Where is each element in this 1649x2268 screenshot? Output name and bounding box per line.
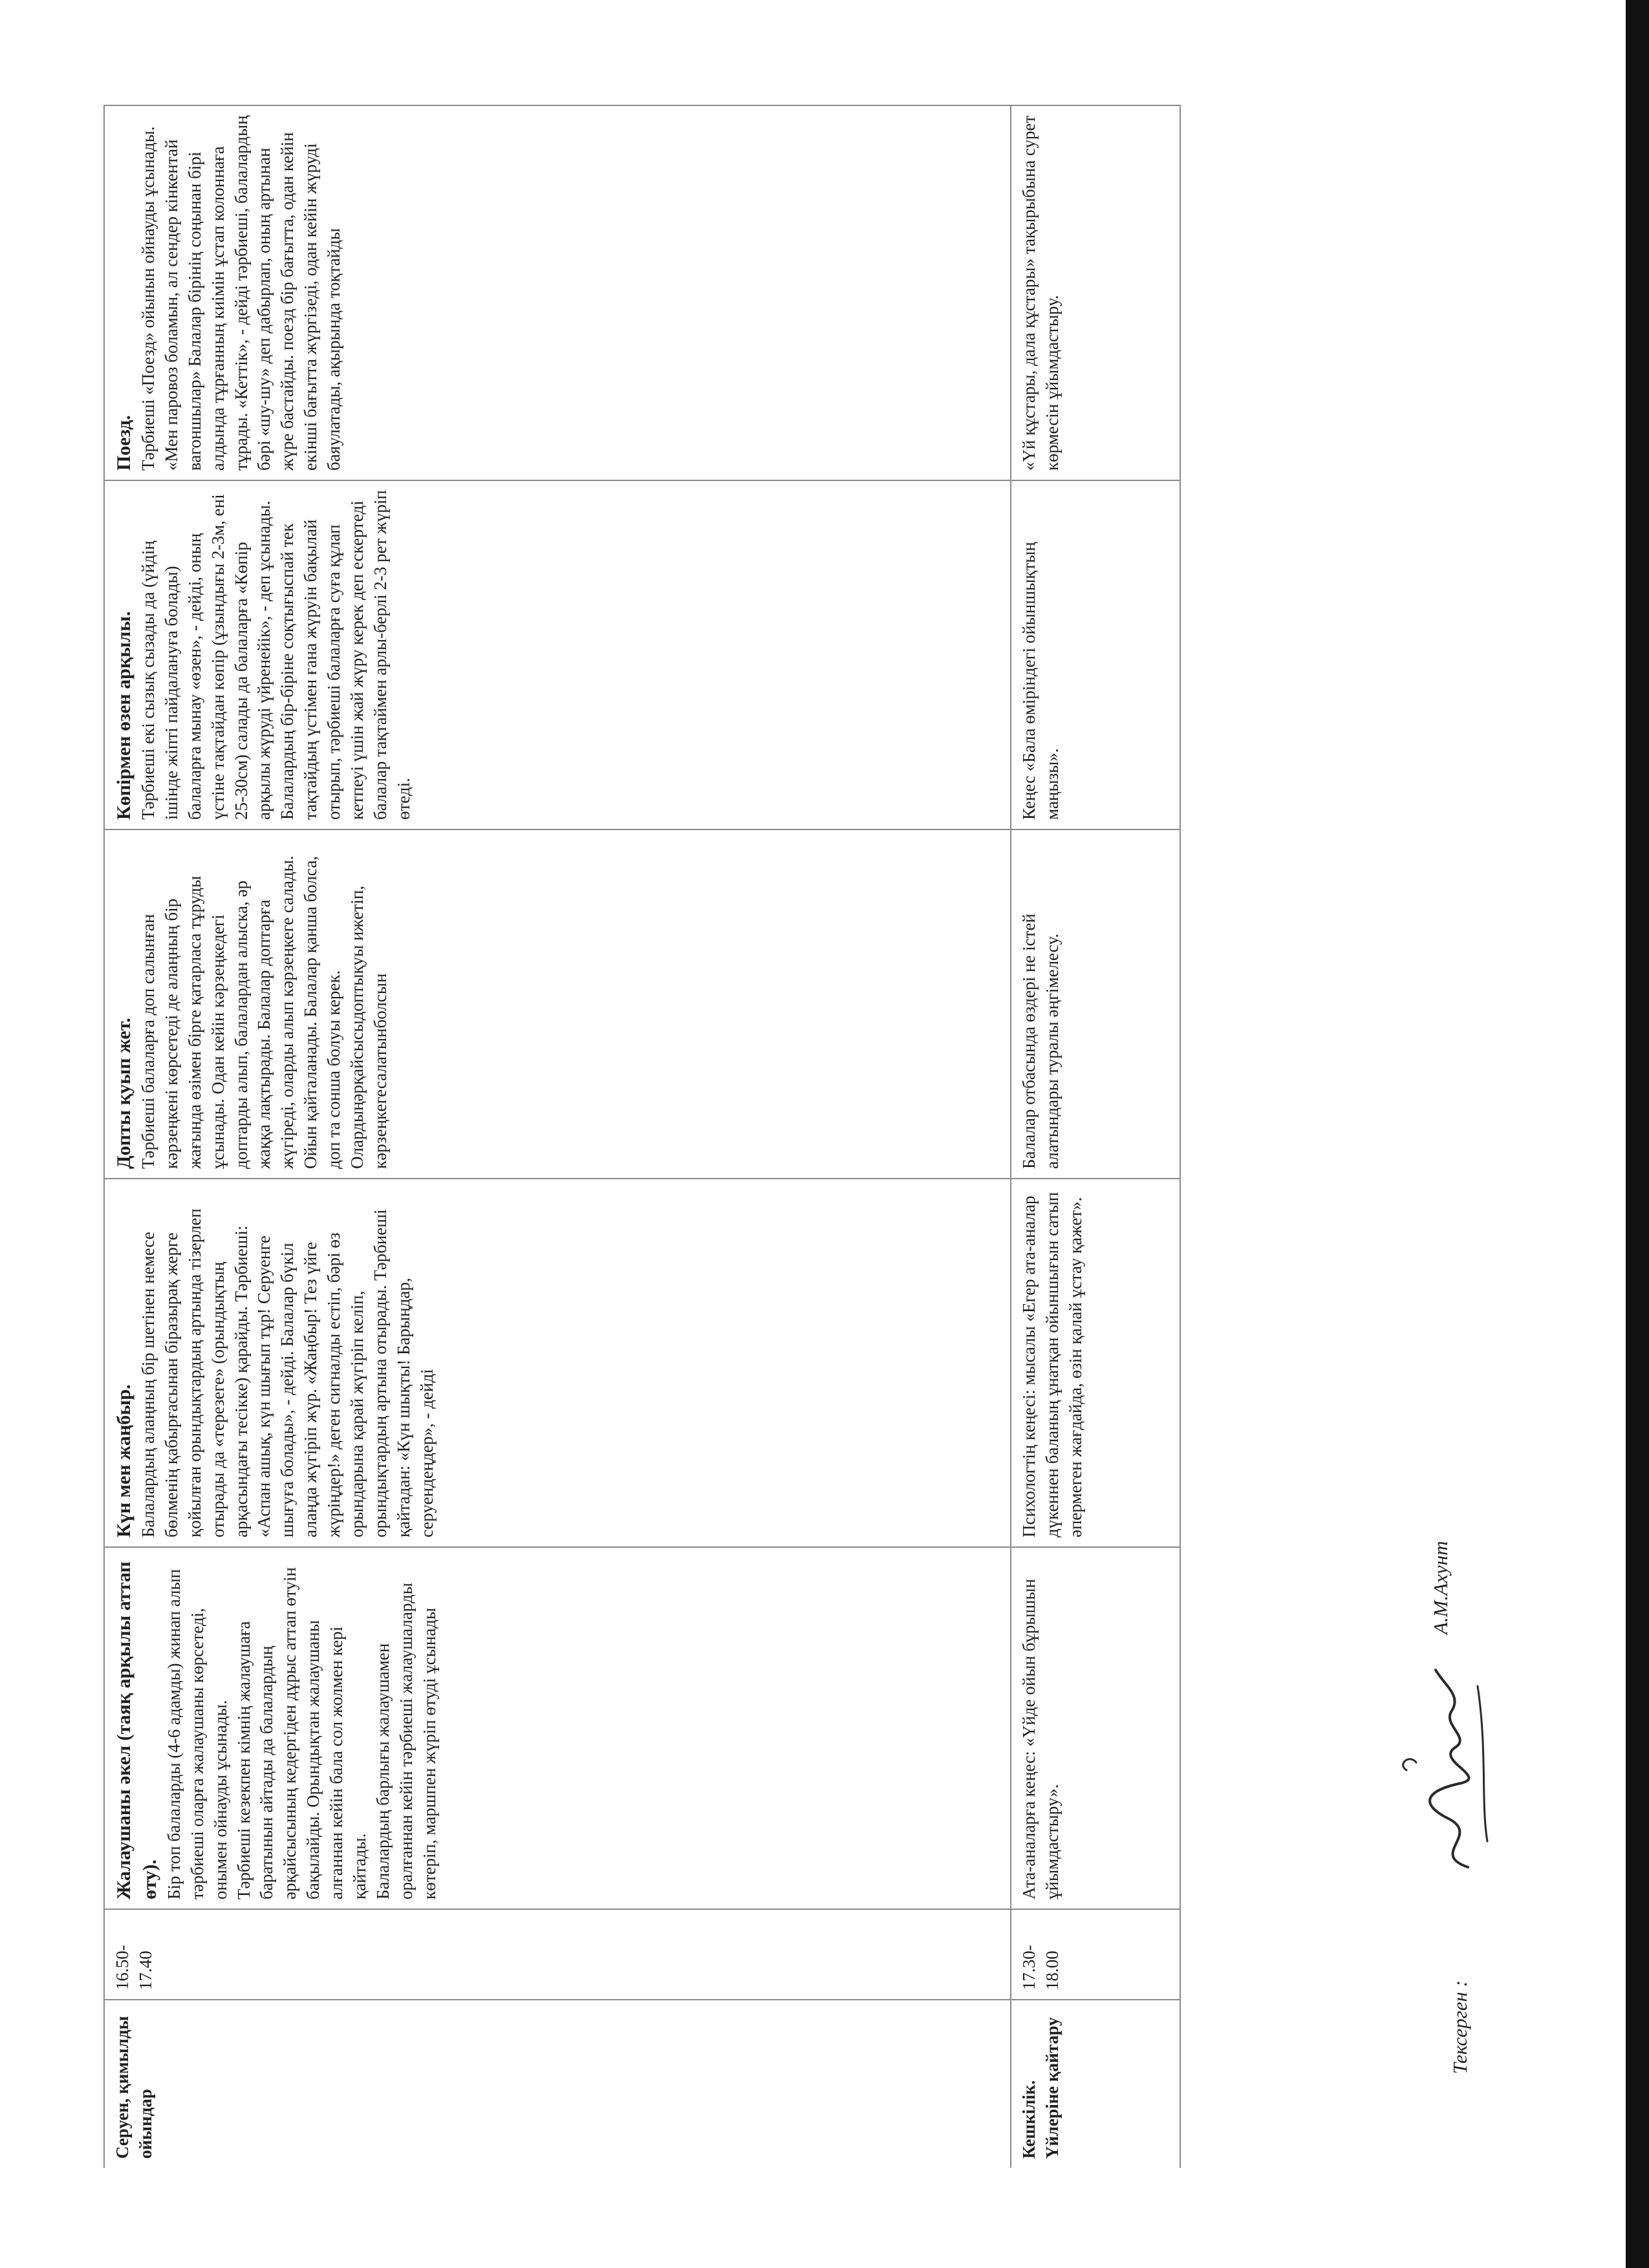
section-label: Серуен, қимылды ойындар — [104, 2000, 1011, 2168]
activity-cell — [104, 1179, 1011, 1547]
signature-block — [1390, 1234, 1520, 2074]
activity-title: Көпірмен өзен арқылы. — [113, 611, 135, 820]
activity-cell — [1011, 480, 1180, 829]
activity-text: Бір топ балаларды (4-6 адамды) жинап алып тәрбиеші оларға жалаушаны көрсетеді, онымен ойнауды ұсынады. Тәрбиеші кезекпен кімнің жалаушаға баратынын айтады да балалардың әрқайсысының кедергіден дұрыс аттап өтуін бақылайды. Орындықтан жалаушаны алғаннан кейін бала сол жолмен кері қайтады. Балалардың барлығы жалаушамен оралғаннан кейін тәрбиеші жалаушаларды көтеріп, маршпен жүріп өтуді ұсынады — [164, 1567, 439, 1899]
activity-text: Тәрбиеші екі сызық сызады да (үйдің ішінде жіпті пайдалануға болады) балаларға мынау «өзен», - дейді, оның үстіне тақтайдан көпір (ұзындығы 2-3м, ені 25-30см) салады да балаларға «Көпір арқылы жүруді үйренейік», - деп ұсынады. Балалардың бір-біріне соқтығыспай тек тақтайдың үстімен ғана жүруін бақылай отырып, тәрбиеші балаларға суға құлап кетпеуі үшін жай жүру керек деп ескертеді балалар тақтаймен арлы-берлі 2-3 рет жүріп өтеді. — [138, 486, 413, 820]
signature-label: Тексерген : — [1449, 1980, 1471, 2074]
activity-text: Психологтің кеңесі: мысалы «Егер ата-аналар дүкеннен баланың ұнатқан ойыншығын сатып әпермеген жағдайда, өзін қалай ұстау қажет». — [1019, 1188, 1085, 1537]
handwritten-signature — [1390, 1660, 1500, 1880]
activity-text: Балалар отбасында өздері не істей алатындары туралы әңгімелесу. — [1019, 909, 1062, 1169]
activity-cell — [1011, 829, 1180, 1179]
activity-cell — [1011, 105, 1180, 480]
table-row — [104, 105, 1011, 2168]
time-range: 16.50-17.40 — [104, 1909, 1011, 2000]
activity-cell — [104, 829, 1011, 1179]
activity-title: Допты қуып жет. — [113, 1018, 135, 1169]
activity-text: Кеңес «Бала өміріндегі ойыншықтың маңызы». — [1019, 537, 1062, 820]
activity-title: Жалаушаны әкел (таяқ арқылы аттап өту). — [113, 1561, 160, 1899]
activity-cell — [1011, 1547, 1180, 1909]
activity-title: Күн мен жаңбыр. — [113, 1384, 135, 1537]
activity-cell — [104, 480, 1011, 829]
activity-cell — [104, 1547, 1011, 1909]
activity-cell — [1011, 1179, 1180, 1547]
activity-text: Тәрбиеші балаларға доп салынған кәрзеңкені көрсетеді де алаңның бір жағында өзімен бірге қатарласа тұруды ұсынады. Одан кейін кәрзеңкедегі доптарды алып, балалардан алыска, әр жаққа лақтырады. Балалар доптарға жүгіреді, оларды алып кәрзеңкеге салады. Ойын қайталанады. Балалар қанша болса, доп та сонша болуы керек. Олардыңәрқайсысыдоптықуы ижетіп, кәрзеңкегесалатынболсын — [138, 855, 390, 1169]
signature-name: А.М.Ахунт — [1429, 1541, 1452, 1634]
activity-text: Тәрбиеші «Поезд» ойынын ойнауды ұсынады. «Мен паровоз боламын, ал сендер кінкентай вагоншылар» Балалар бірінің соңынан бірі алдында тұрғанның киімін ұстап колоннаға тұрады. «Кеттік», - дейді тәрбиеші, балалардың бәрі «шу-шу» деп дабырлап, оның артынан жүре бастайды. поезд бір бағытта, одан кейін екінші бағытта жүргізеді, одан кейін жүруді баяулатады, ақырында тоқтайды — [138, 111, 344, 471]
activity-text: Балалардың алаңның бір шетінен немесе бөлменің қабырғасынан біразырақ жерге қойылған орындықтардың артында тізерлеп отырады да «терезеге» (орындықтың арқасындағы тесікке) қарайды. Тәрбиеші: «Аспан ашық, күн шығып тұр! Серуенге шығуға болады», - дейді. Балалар бүкіл алаңда жүгіріп жүр. «Жаңбыр! Тез үйге жүріңдер!» деген сигналды естіп, бәрі өз орындарына қарай жүгіріп келіп, орындықтардың артына отырады. Тәрбиеші қайтадан: «Күн шықты! Барыңдар, серуендеңдер», - дейді — [138, 1204, 436, 1537]
activity-title: Поезд. — [113, 415, 135, 471]
activity-cell — [104, 105, 1011, 480]
time-range: 17.30-18.00 — [1011, 1909, 1180, 2000]
daily-plan-table — [103, 105, 1181, 2168]
activity-text: «Үй құстары, дала құстары» тақырыбына сурет көрмесін ұйымдастыру. — [1019, 111, 1062, 471]
activity-text: Ата-аналарға кеңес: «Үйде ойын бұрышын ұйымдастыру». — [1019, 1574, 1062, 1899]
section-label: Кешкілік. Үйлеріне қайтару — [1011, 2000, 1180, 2168]
table-row — [1011, 105, 1180, 2168]
